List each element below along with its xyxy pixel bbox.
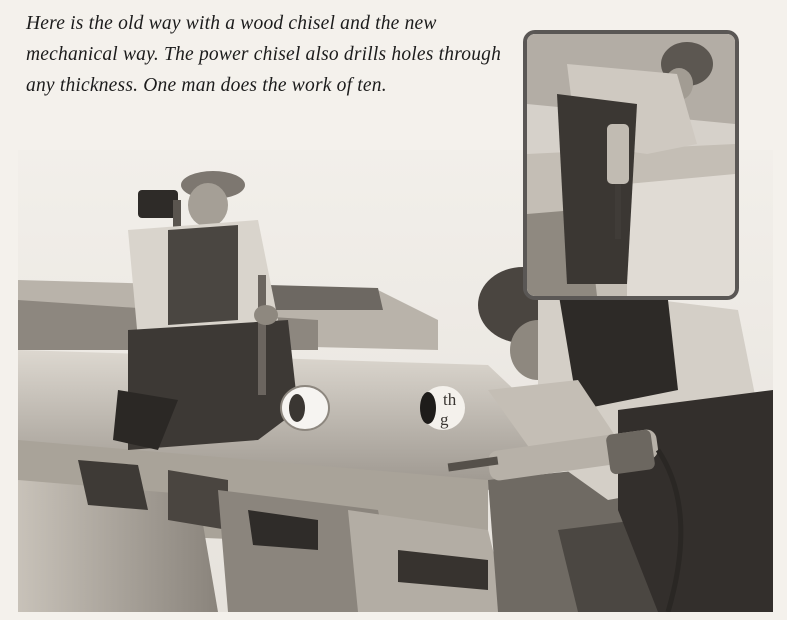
- inset-photograph: [523, 30, 739, 300]
- show-through-text: th: [443, 390, 457, 409]
- svg-text:g: g: [440, 410, 449, 429]
- photo-caption: Here is the old way with a wood chisel and the new mechanical way. The power chisel also drills holes through any thickness. One man does the work of ten.: [26, 13, 502, 96]
